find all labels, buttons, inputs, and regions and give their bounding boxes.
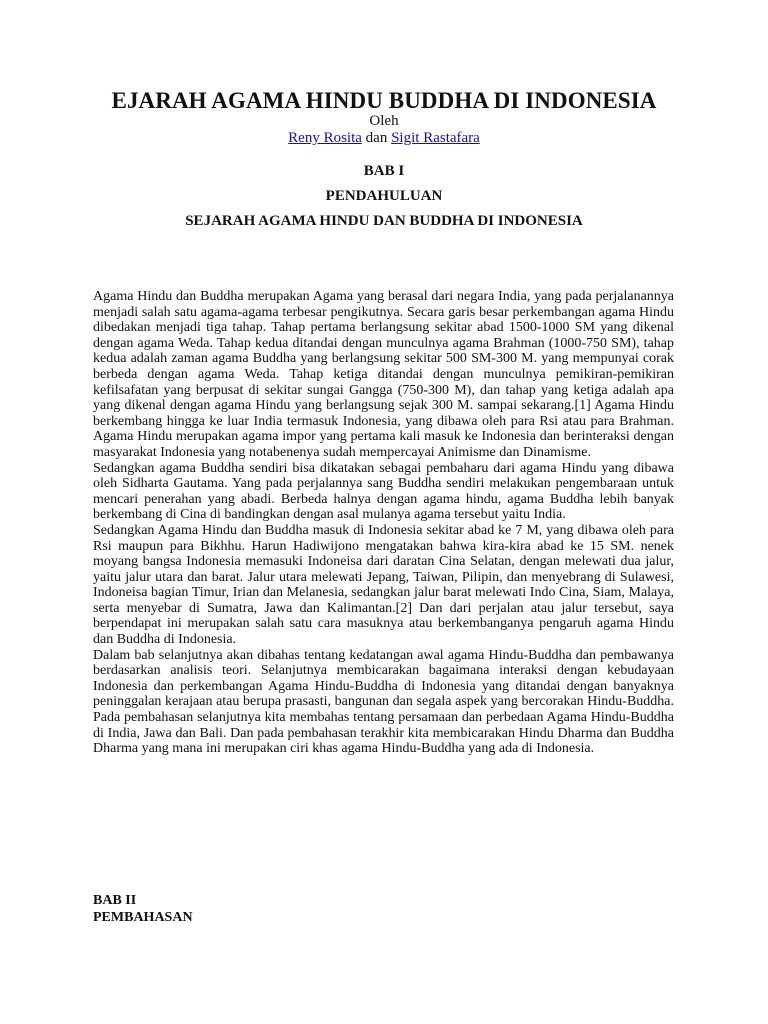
paragraph-4: Dalam bab selanjutnya akan dibahas tentang kedatangan awal agama Hindu-Buddha dan pembawanya berdasarkan analisis teori. Selanjutnya membicarakan bagaimana interaksi dengan kebudayaan Indonesia dan perkembangan Agama Hindu-Buddha di Indonesia yang ditandai dengan banyaknya peninggalan kerajaan atau berupa prasasti, bangunan dan segala aspek yang bercorakan Hindu-Buddha. Pada pembahasan selanjutnya kita membahas tentang persamaan dan perbedaan Agama Hindu-Buddha di India, Jawa dan Bali. Dan pada pembahasan terakhir kita membicarakan Hindu Dharma dan Buddha Dharma yang mana ini merupakan ciri khas agama Hindu-Buddha yang ada di Indonesia. xyxy=(93,647,674,757)
chapter-1-body xyxy=(93,289,674,757)
chapter-1-subtitle: SEJARAH AGAMA HINDU DAN BUDDHA DI INDONESIA xyxy=(185,213,583,229)
author-link-reny-rosita[interactable]: Reny Rosita xyxy=(288,130,362,146)
author-line xyxy=(0,129,768,147)
byline-label: Oleh xyxy=(369,113,399,129)
paragraph-3: Sedangkan Agama Hindu dan Buddha masuk di Indonesia sekitar abad ke 7 M, yang dibawa oleh para Rsi maupun para Bikhhu. Harun Hadiwijono mengatakan bahwa kira-kira abad ke 15 SM. nenek moyang bangsa Indonesia memasuki Indoneisa dari daratan Cina Selatan, dengan melewati dua jalur, yaitu jalur utara dan barat. Jalur utara melewati Jepang, Taiwan, Pilipin, dan menyebrang di Sulawesi, Indoneisa bagian Timur, Irian dan Melanesia, sedangkan jalur barat melewati Indo Cina, Siam, Malaya, serta menyebar di Sumatra, Jawa dan Kalimantan.[2] Dan dari perjalan atau jalur tersebut, saya berpendapat ini merupakan salah satu cara masuknya atau berkembanganya pengaruh agama Hindu dan Buddha di Indonesia. xyxy=(93,522,674,648)
paragraph-2: Sedangkan agama Buddha sendiri bisa dikatakan sebagai pembaharu dari agama Hindu yang dibawa oleh Sidharta Gautama. Yang pada perjalannya sang Buddha sendiri melakukan pengembaraan untuk mencari penerahan yang abadi. Berbeda halnya dengan agama hindu, agama Buddha lebih banyak berkembang di Cina di bandingkan dengan asal mulanya agama tersebut yaitu India. xyxy=(93,460,674,523)
chapter-2-number: BAB II xyxy=(93,893,137,908)
chapter-2-name: PEMBAHASAN xyxy=(93,910,193,925)
chapter-1-name: PENDAHULUAN xyxy=(325,188,443,204)
paragraph-1: Agama Hindu dan Buddha merupakan Agama yang berasal dari negara India, yang pada perjalanannya menjadi salah satu agama-agama terbesar pengikutnya. Secara garis besar perkembangan agama Hindu dibedakan menjadi tiga tahap. Tahap pertama berlangsung sekitar abad 1500-1000 SM yang dikenal dengan agama Weda. Tahap kedua ditandai dengan munculnya agama Brahman (1000-750 SM), tahap kedua adalah zaman agama Buddha yang berlangsung sekitar 500 SM-300 M. yang mempunyai corak berbeda dengan agama Weda. Tahap ketiga ditandai dengan munculnya pemikiran-pemikiran kefilsafatan yang berpusat di sekitar sungai Gangga (750-300 M), dan tahap yang ketiga adalah apa yang dikenal dengan agama Hindu yang berlangsung sejak 300 M. sampai sekarang.[1] Agama Hindu berkembang hingga ke luar India termasuk Indonesia, yang dibawa oleh para Rsi atau para Brahman. Agama Hindu merupakan agama impor yang pertama kali masuk ke Indonesia dan berinteraksi dengan masyarakat Indonesia yang notabenenya sudah mempercayai Animisme dan Dinamisme. xyxy=(93,289,674,460)
document-title: EJARAH AGAMA HINDU BUDDHA DI INDONESIA xyxy=(111,88,657,113)
author-connector: dan xyxy=(365,130,388,146)
chapter-1-number: BAB I xyxy=(363,163,405,179)
author-link-sigit-rastafara[interactable]: Sigit Rastafara xyxy=(391,130,480,146)
